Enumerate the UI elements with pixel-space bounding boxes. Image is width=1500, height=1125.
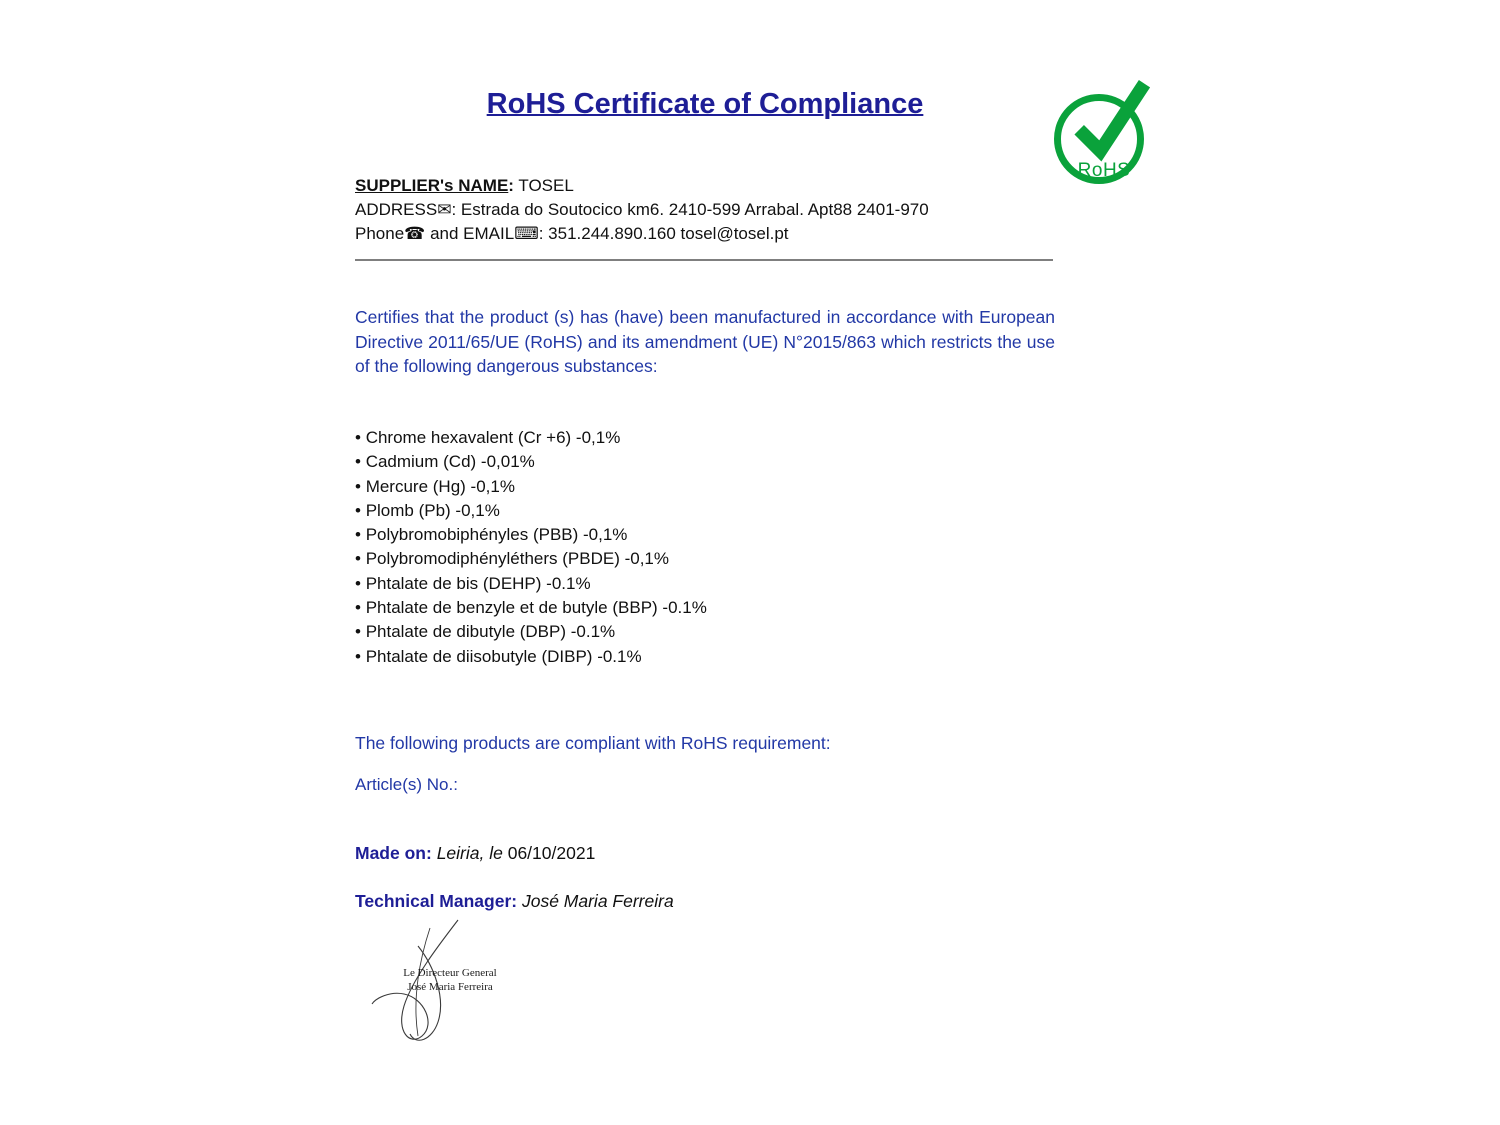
signature-line2: José Maria Ferreira [407, 981, 493, 993]
phone-icon: ☎ [404, 224, 426, 244]
page-title: RoHS Certificate of Compliance [486, 88, 924, 120]
phone-label: Phone [355, 224, 405, 243]
made-on-place: Leiria, le [436, 843, 503, 863]
supplier-name-value: TOSEL [513, 176, 574, 195]
substance-item: • Polybromodiphényléthers (PBDE) -0,1% [355, 547, 1075, 571]
supplier-name-colon: : [508, 176, 514, 195]
compliance-statement: The following products are compliant with RoHS requirement: [355, 733, 831, 753]
substance-item: • Chrome hexavalent (Cr +6) -0,1% [355, 426, 1075, 450]
substance-item: • Mercure (Hg) -0,1% [355, 475, 1075, 499]
envelope-icon: ✉ [437, 200, 452, 220]
supplier-contact-line [355, 222, 1075, 246]
checkmark-icon [1060, 76, 1156, 172]
technical-manager-label: Technical Manager: [355, 891, 518, 911]
signature-line1: Le Directeur General [403, 967, 497, 979]
and-email-label: and EMAIL [425, 224, 515, 243]
made-on-line [355, 843, 1055, 864]
substance-item: • Plomb (Pb) -0,1% [355, 499, 1075, 523]
signature-text [380, 966, 520, 994]
contact-value: : 351.244.890.160 tosel@tosel.pt [538, 224, 789, 243]
substance-item: • Phtalate de diisobutyle (DIBP) -0.1% [355, 645, 1075, 669]
substance-item: • Phtalate de bis (DEHP) -0.1% [355, 572, 1075, 596]
horizontal-divider [355, 259, 1053, 261]
substance-item: • Polybromobiphényles (PBB) -0,1% [355, 523, 1075, 547]
substance-item: • Phtalate de benzyle et de butyle (BBP) -0.1% [355, 596, 1075, 620]
computer-icon: ⌨ [514, 224, 539, 244]
supplier-block [355, 174, 1075, 246]
signature-block [360, 918, 540, 1068]
substance-item: • Cadmium (Cd) -0,01% [355, 450, 1075, 474]
made-on-date: 06/10/2021 [507, 843, 596, 863]
address-label: ADDRESS [355, 200, 438, 219]
technical-manager-line [355, 891, 1055, 912]
certification-statement: Certifies that the product (s) has (have) been manufactured in accordance with European Directive 2011/65/UE (RoHS) and its amendment (UE) N°2015/863 which restricts the use of the following dangerous substances: [355, 307, 1055, 376]
rohs-logo [1052, 80, 1156, 188]
article-number-label: Article(s) No.: [355, 775, 458, 794]
supplier-name-line [355, 174, 1075, 198]
address-value: : Estrada do Soutocico km6. 2410-599 Arrabal. Apt88 2401-970 [451, 200, 929, 219]
technical-manager-value: José Maria Ferreira [521, 891, 674, 911]
supplier-address-line [355, 198, 1075, 222]
substance-item: • Phtalate de dibutyle (DBP) -0.1% [355, 620, 1075, 644]
rohs-logo-label: RoHS [1077, 160, 1131, 181]
substances-list [355, 426, 1075, 669]
supplier-name-label: SUPPLIER's NAME [355, 176, 509, 195]
made-on-label: Made on: [355, 843, 432, 863]
